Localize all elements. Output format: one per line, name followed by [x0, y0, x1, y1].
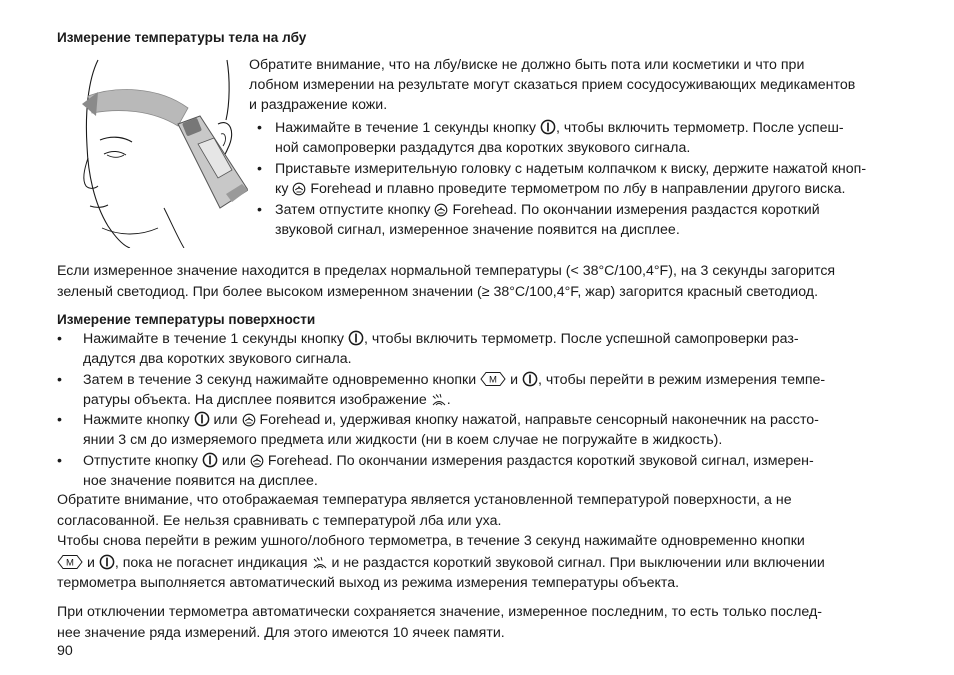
surface-mode-symbol-icon	[312, 556, 328, 570]
step-text: Forehead. По окончании измерения раздастся короткий звуковой сигнал, измерен-	[267, 453, 814, 469]
switch-back-line-1: Чтобы снова перейти в режим ушного/лобного термометра, в течение 3 секунд нажимайте одновременно кнопки	[57, 533, 805, 549]
surface-step-2	[57, 370, 917, 412]
step-text: .	[446, 392, 451, 408]
step-text: , чтобы включить термометр. После успеш-	[555, 120, 844, 136]
power-button-icon	[194, 411, 210, 427]
svg-text:M: M	[489, 374, 498, 386]
forehead-step-2	[257, 159, 917, 201]
note-line-1: Обратите внимание, что отображаемая температура является установленной температурой поверхности, а не	[57, 492, 792, 508]
mode-m-button-icon	[480, 371, 506, 387]
step-text: , чтобы перейти в режим измерения темпе-	[538, 372, 826, 388]
step-text: и	[510, 372, 519, 388]
bullet-dot: •	[57, 412, 62, 428]
head-thermometer-illustration	[80, 58, 248, 248]
step-text: , чтобы включить термометр. После успешной самопроверки раз-	[363, 331, 799, 347]
power-button-icon	[202, 452, 218, 468]
power-button-icon	[540, 119, 556, 135]
surface-step-1	[57, 329, 917, 371]
power-button-icon	[522, 371, 538, 387]
step-text: Нажмите кнопку	[83, 412, 190, 428]
bullet-dot: •	[57, 453, 62, 469]
step-text: или	[213, 412, 238, 428]
step-text: Forehead и, удерживая кнопку нажатой, направьте сенсорный наконечник на рассто-	[259, 412, 819, 428]
step-text: Затем в течение 3 секунд нажимайте одновременно кнопки	[83, 372, 477, 388]
step-text: ку	[275, 181, 289, 197]
step-text: Нажимайте в течение 1 секунды кнопку	[83, 331, 345, 347]
bullet-dot: •	[257, 120, 262, 136]
paragraph-text: и	[86, 555, 95, 571]
step-text: ратуры объекта. На дисплее появится изображение	[83, 392, 427, 408]
forehead-step-3	[257, 200, 917, 242]
forehead-intro-line-2: лобном измерении на результате могут сказаться прием сосудосуживающих медикаментов	[249, 77, 856, 93]
switch-back-line-2	[57, 553, 825, 574]
paragraph-text: и не раздастся короткий звуковой сигнал. При выключении или включении	[331, 555, 825, 571]
bullet-dot: •	[257, 202, 262, 218]
forehead-measurement-illustration	[80, 58, 248, 248]
svg-text:M: M	[66, 557, 74, 569]
normal-range-line-2: зеленый светодиод. При более высоком измеренном значении (≥ 38°C/100,4°F, жар) загорится красный светодиод.	[57, 284, 819, 300]
paragraph-text: , пока не погаснет индикация	[114, 555, 308, 571]
mode-m-button-icon	[57, 554, 83, 570]
switch-back-line-3: термометра выполняется автоматический выход из режима измерения температуры объекта.	[57, 575, 680, 591]
step-text: Forehead и плавно проведите термометром по лбу в направлении другого виска.	[310, 181, 846, 197]
step-text: ной самопроверки раздадутся два коротких звукового сигнала.	[275, 140, 691, 156]
power-button-icon	[348, 330, 364, 346]
step-text: Отпустите кнопку	[83, 453, 198, 469]
memory-line-1: При отключении термометра автоматически сохраняется значение, измеренное последним, то есть только послед-	[57, 604, 822, 620]
step-text: ное значение появится на дисплее.	[83, 473, 318, 489]
memory-line-2: нее значение ряда измерений. Для этого имеются 10 ячеек памяти.	[57, 625, 505, 641]
forehead-button-icon	[250, 454, 264, 468]
step-text: янии 3 см до измеряемого предмета или жидкости (ни в коем случае не погружайте в жидкость).	[83, 432, 723, 448]
note-line-2: согласованной. Ее нельзя сравнивать с температурой лба или уха.	[57, 513, 502, 529]
step-text: Нажимайте в течение 1 секунды кнопку	[275, 120, 537, 136]
bullet-dot: •	[57, 331, 62, 347]
step-text: звуковой сигнал, измеренное значение появится на дисплее.	[275, 222, 680, 238]
surface-step-3	[57, 410, 917, 452]
step-text: дадутся два коротких звукового сигнала.	[83, 351, 352, 367]
bullet-dot: •	[57, 372, 62, 388]
section-heading-forehead: Измерение температуры тела на лбу	[57, 30, 307, 45]
forehead-button-icon	[242, 413, 256, 427]
page-number: 90	[57, 643, 73, 659]
step-text: Приставьте измерительную головку с надетым колпачком к виску, держите нажатой кноп-	[275, 161, 867, 177]
forehead-button-icon	[292, 182, 306, 196]
forehead-button-icon	[434, 203, 448, 217]
step-text: Forehead. По окончании измерения раздастся короткий	[452, 202, 820, 218]
step-text: Затем отпустите кнопку	[275, 202, 431, 218]
bullet-dot: •	[257, 161, 262, 177]
forehead-intro-line-3: и раздражение кожи.	[249, 97, 388, 113]
surface-mode-symbol-icon	[431, 393, 447, 407]
forehead-step-1	[257, 118, 917, 160]
step-text: или	[221, 453, 246, 469]
normal-range-line-1: Если измеренное значение находится в пределах нормальной температуры (< 38°C/100,4°F), на 3 секунды загорится	[57, 263, 836, 279]
section-heading-surface: Измерение температуры поверхности	[57, 312, 316, 327]
power-button-icon	[99, 554, 115, 570]
surface-step-4	[57, 451, 917, 493]
forehead-intro-line-1: Обратите внимание, что на лбу/виске не должно быть пота или косметики и что при	[249, 57, 805, 73]
